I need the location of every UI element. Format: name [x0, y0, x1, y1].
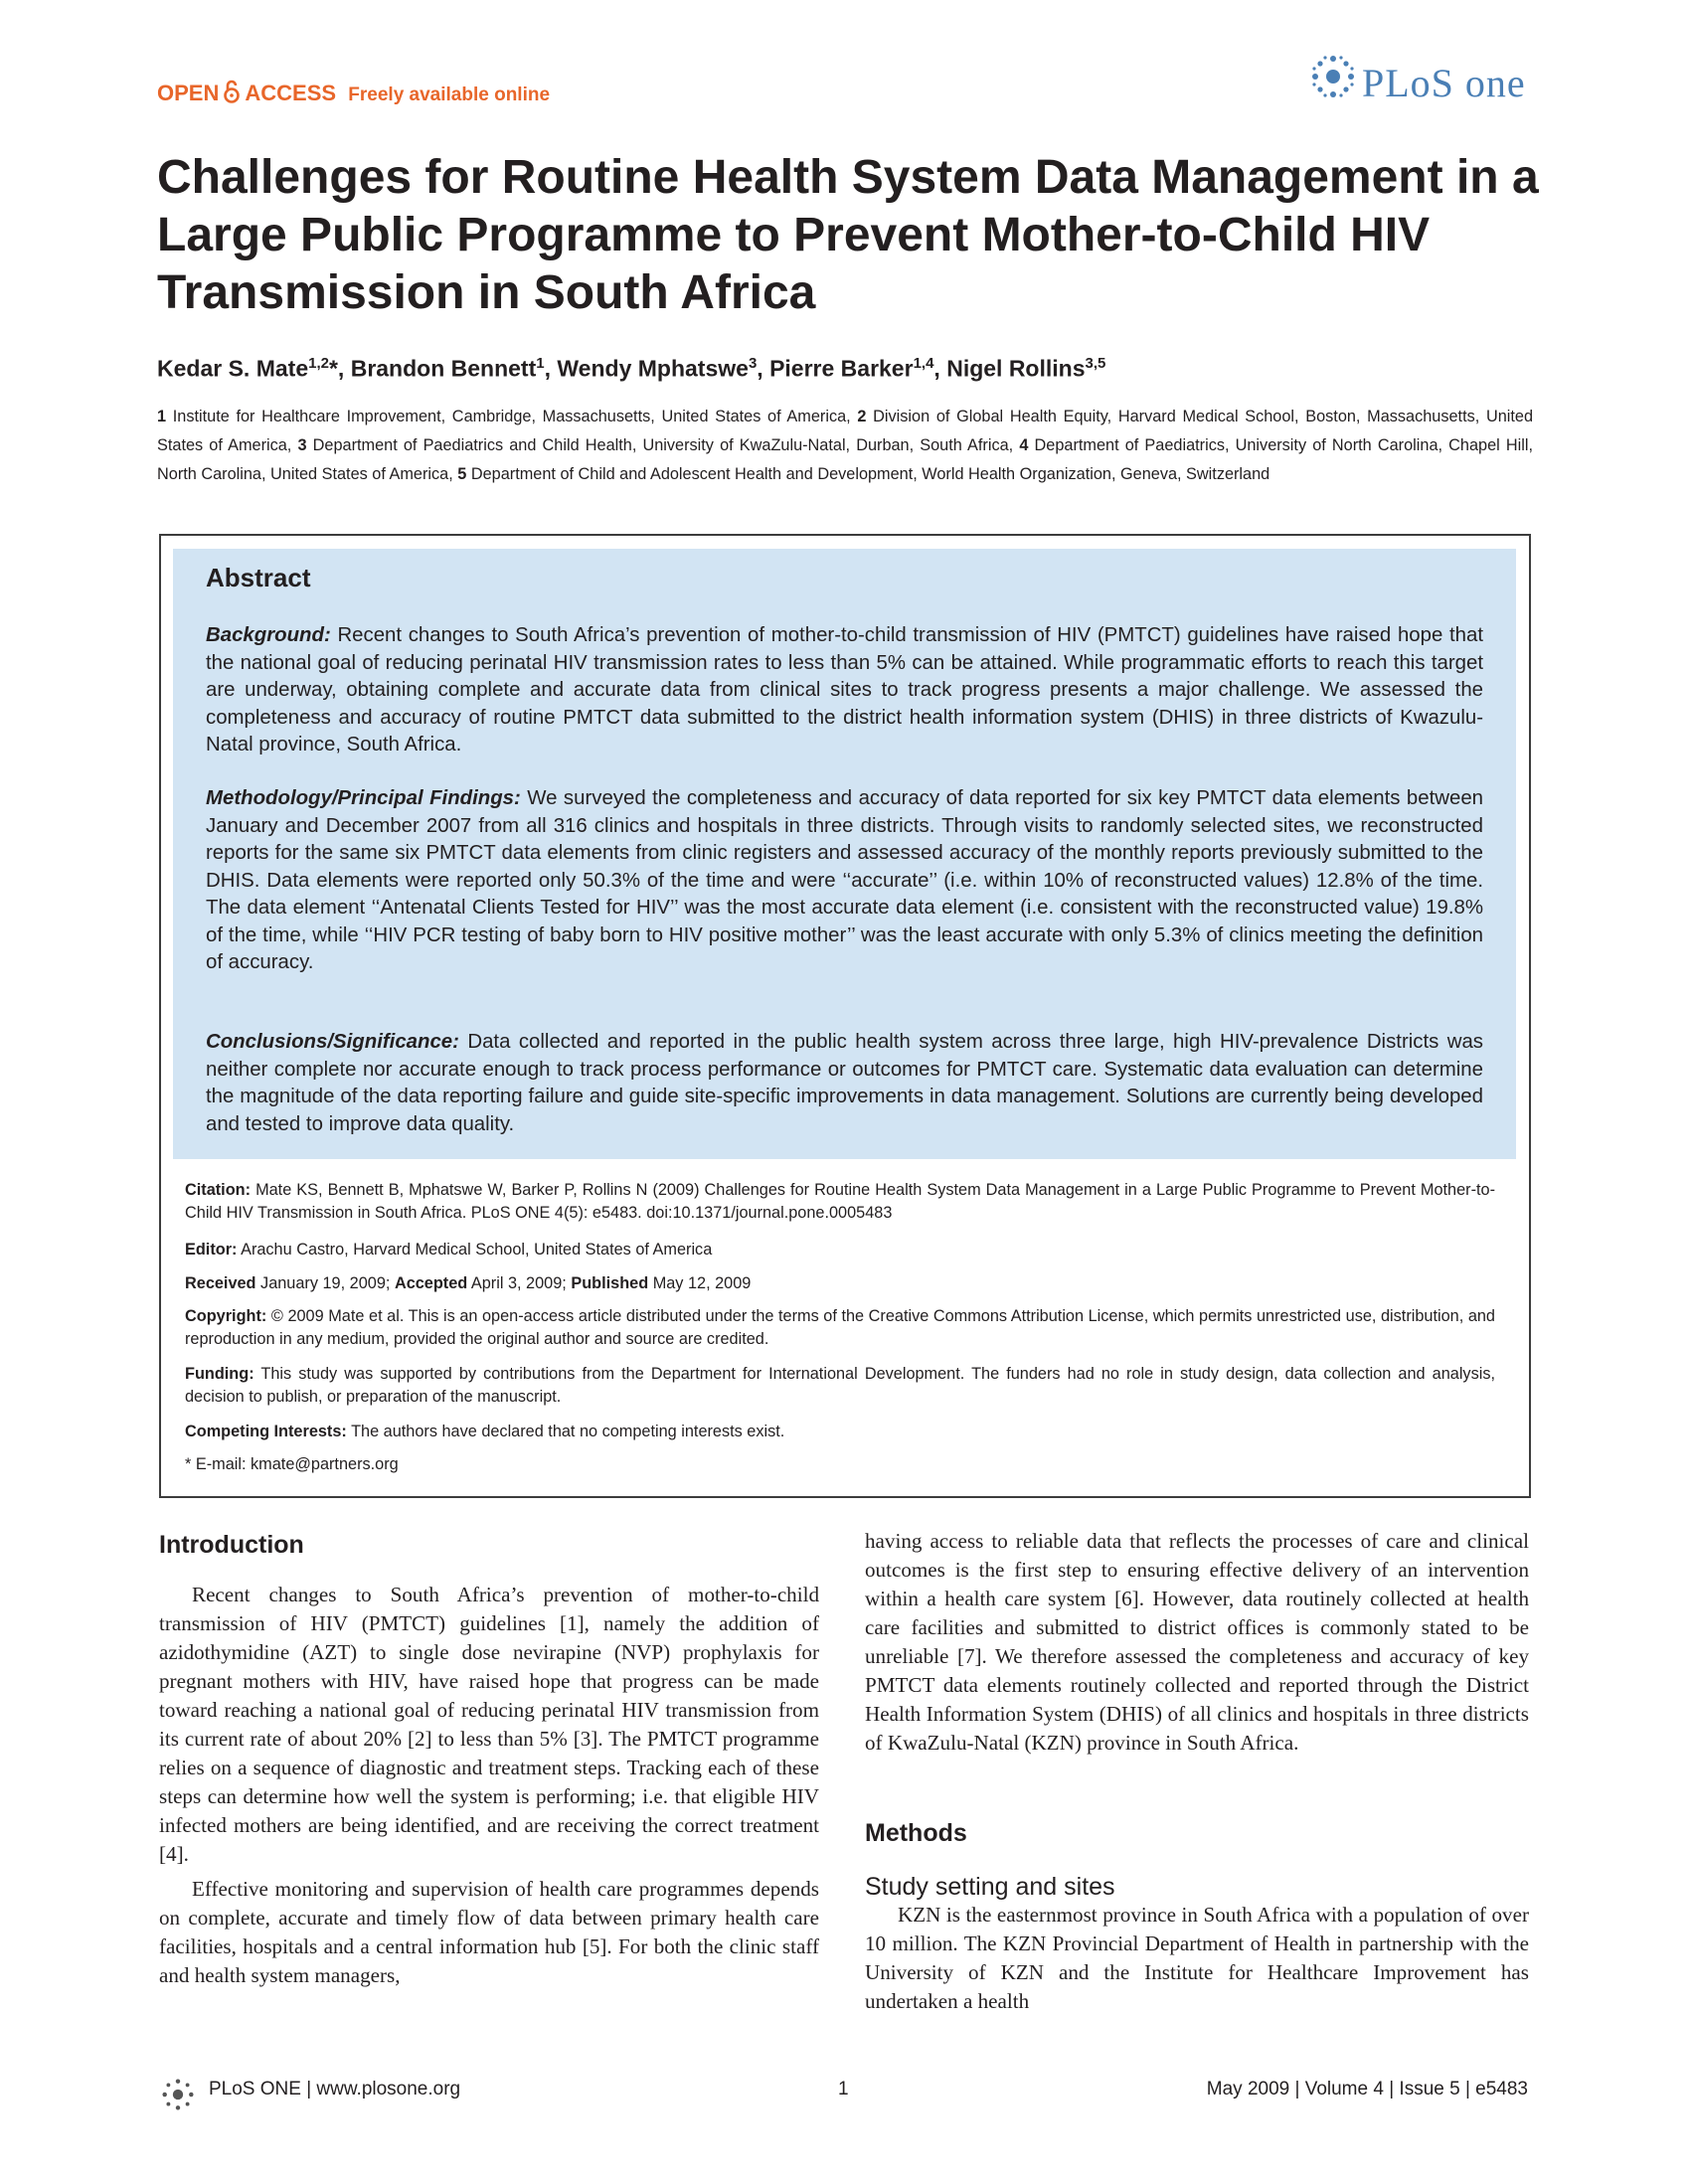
citation	[185, 1179, 1495, 1225]
affiliation-text: Institute for Healthcare Improvement, Cambridge, Massachusetts, United States of America,	[172, 408, 851, 425]
footer-issue: May 2009 | Volume 4 | Issue 5 | e5483	[1206, 2079, 1528, 2100]
abstract-background-label: Background:	[206, 624, 331, 646]
intro-paragraph: Recent changes to South Africa’s prevention of mother-to-child transmission of HIV (PMTCT) guidelines [1], namely the addition of azidothymidine (AZT) to single dose nevirapine (NVP) prophylaxis for pregnant mothers with HIV, have raised hope that progress can be made toward reaching a national goal of reducing perinatal HIV transmission from its current rate of about 20% [2] to less than 5% [3]. The PMTCT programme relies on a sequence of diagnostic and treatment steps. Tracking each of these steps can determine how well the system is performing; i.e. that eligible HIV infected mothers are being identified, and are receiving the correct treatment [4].	[159, 1583, 819, 1866]
corresponding-mark: *	[328, 355, 338, 382]
plos-logo-text: PLoS one	[1362, 61, 1526, 105]
author-affiliation-sup: 3	[748, 355, 758, 372]
abstract-methods-text: We surveyed the completeness and accuracy of data reported for six key PMTCT data elements between January and December 2007 from all 316 clinics and hospitals in three districts. Through visits to randomly selected sites, we reconstructed reports for the same six PMTCT data elements from clinic registers and assessed accuracy of the monthly reports previously submitted to the DHIS. Data elements were reported only 50.3% of the time and were ‘‘accurate’’ (i.e. within 10% of reconstructed values) 12.8% of the time. The data element ‘‘Antenatal Clients Tested for HIV’’ was the most accurate data element (i.e. consistent with the reconstructed value) 19.8% of the time, while ‘‘HIV PCR testing of baby born to HIV positive mother’’ was the least accurate with only 5.3% of clinics meeting the definition of accuracy.	[206, 787, 1484, 973]
author-affiliation-sup: 1	[536, 355, 545, 372]
author-affiliation-sup: 3,5	[1085, 355, 1106, 372]
abstract-background-text: Recent changes to South Africa’s prevention of mother-to-child transmission of HIV (PMTCT) guidelines have raised hope that the national goal of reducing perinatal HIV transmission rates to less than 5% can be attained. While programmatic efforts to reach this target are underway, obtaining complete and accurate data from clinical sites to track progress presents a major challenge. We assessed the completeness and accuracy of routine PMTCT data submitted to the district health information system (DHIS) in three districts of Kwazulu-Natal province, South Africa.	[206, 624, 1483, 756]
open-lock-icon	[223, 80, 241, 103]
citation-text: Mate KS, Bennett B, Mphatswe W, Barker P, Rollins N (2009) Challenges for Routine Health System Data Management in a Large Public Programme to Prevent Mother-to-Child HIV Transmission in South Africa. PLoS ONE 4(5): e5483. doi:10.1371/journal.pone.0005483	[185, 1181, 1495, 1222]
abstract-heading: Abstract	[206, 563, 311, 592]
abstract-conclusions-label: Conclusions/Significance:	[206, 1031, 459, 1053]
plos-one-logo	[1310, 50, 1529, 109]
accepted-label: Accepted	[394, 1274, 468, 1292]
abstract-methods	[206, 785, 1483, 977]
author-name: Wendy Mphatswe	[557, 355, 749, 382]
corresponding-email[interactable]: * E-mail: kmate@partners.org	[185, 1455, 399, 1473]
affiliation-number: 2	[857, 408, 867, 425]
study-setting-heading: Study setting and sites	[865, 1873, 1115, 1901]
study-paragraph: KZN is the easternmost province in South Africa with a population of over 10 million. The KZN Provincial Department of Health in partnership with the University of KZN and the Institute for Healthcare Improvement has undertaken a health	[865, 1903, 1529, 2013]
affiliation-number: 3	[297, 436, 307, 454]
abstract-methods-label: Methodology/Principal Findings:	[206, 787, 521, 809]
copyright	[185, 1305, 1495, 1351]
copyright-label: Copyright:	[185, 1307, 267, 1325]
author-affiliation-sup: 1,4	[913, 355, 934, 372]
study-setting-text	[865, 1901, 1529, 2016]
author-name: Pierre Barker	[769, 355, 914, 382]
freely-available-label: Freely available online	[348, 84, 551, 105]
author-name: Nigel Rollins	[946, 355, 1086, 382]
received-label: Received	[185, 1274, 256, 1292]
author-name: Brandon Bennett	[350, 355, 537, 382]
left-column	[159, 1581, 819, 1990]
access-label: ACCESS	[245, 81, 337, 105]
author-affiliation-sup: 1,2	[308, 355, 329, 372]
published-date: May 12, 2009	[652, 1274, 752, 1292]
open-access-banner	[157, 80, 550, 106]
copyright-text: © 2009 Mate et al. This is an open-access article distributed under the terms of the Creative Commons Attribution License, which permits unrestricted use, distribution, and reproduction in any medium, provided the original author and source are credited.	[185, 1307, 1495, 1348]
right-column	[865, 1527, 1529, 1758]
intro-paragraph-continued: having access to reliable data that reflects the processes of care and clinical outcomes is the first step to ensuring effective delivery of an intervention within a health care system [6]. However, data routinely collected at health care facilities and submitted to district offices is commonly stated to be unreliable [7]. We therefore assessed the completeness and accuracy of key PMTCT data elements routinely collected and reported through the District Health Information System (DHIS) of all clinics and hospitals in three districts of KwaZulu-Natal (KZN) province in South Africa.	[865, 1529, 1529, 1755]
page-number: 1	[838, 2079, 849, 2100]
editor	[185, 1239, 1495, 1261]
affiliation-number: 1	[157, 408, 167, 425]
published-label: Published	[571, 1274, 649, 1292]
author-list: Kedar S. Mate$^{1,2}$*, Brandon Bennett$^1$, Wendy Mphatswe$^3$, Pierre Barker$^{1,4}$, Nigel Rollins$^{3,5}$	[157, 355, 1106, 382]
accepted-date: April 3, 2009;	[470, 1274, 567, 1292]
affiliations	[157, 403, 1533, 489]
intro-paragraph: Effective monitoring and supervision of health care programmes depends on complete, accurate and timely flow of data between primary health care facilities, hospitals and a central information hub [5]. For both the clinic staff and health system managers,	[159, 1877, 819, 1987]
competing-text: The authors have declared that no competing interests exist.	[351, 1423, 785, 1440]
affiliation-text: Department of Paediatrics and Child Health, University of KwaZulu-Natal, Durban, South Africa,	[312, 436, 1014, 454]
competing-label: Competing Interests:	[185, 1423, 347, 1440]
abstract-background	[206, 622, 1483, 759]
affiliation-number: 5	[457, 465, 467, 483]
footer-journal[interactable]: PLoS ONE | www.plosone.org	[209, 2079, 461, 2100]
publication-dates	[185, 1272, 1495, 1295]
abstract-conclusions-text: Data collected and reported in the public health system across three large, high HIV-prevalence Districts was neither complete nor accurate enough to track process performance or outcomes for PMTCT care. Systematic data evaluation can determine the magnitude of the data reporting failure and guide site-specific improvements in data management. Solutions are currently being developed and tested to improve data quality.	[206, 1031, 1483, 1135]
abstract-conclusions	[206, 1029, 1483, 1138]
editor-text: Arachu Castro, Harvard Medical School, United States of America	[241, 1241, 713, 1259]
affiliation-text: Department of Child and Adolescent Health and Development, World Health Organization, Geneva, Switzerland	[470, 465, 1270, 483]
plos-sunburst-icon	[1310, 54, 1356, 99]
methods-heading: Methods	[865, 1819, 967, 1847]
affiliation-text: Division of Global Health Equity, Harvard Medical School, Boston, Massachusetts, United States of America,	[157, 408, 1534, 454]
affiliation-text: Department of Paediatrics, University of North Carolina, Chapel Hill, North Carolina, United States of America,	[157, 436, 1534, 483]
article-title: Challenges for Routine Health System Data Management in a Large Public Programme to Prevent Mother-to-Child HIV Transmission in South Africa	[157, 151, 1539, 319]
plos-footer-icon	[161, 2078, 195, 2111]
open-label: OPEN	[157, 81, 220, 105]
citation-label: Citation:	[185, 1181, 252, 1199]
funding	[185, 1363, 1495, 1409]
editor-label: Editor:	[185, 1241, 238, 1259]
funding-label: Funding:	[185, 1365, 254, 1383]
introduction-heading: Introduction	[159, 1531, 304, 1559]
affiliation-number: 4	[1019, 436, 1029, 454]
funding-text: This study was supported by contributions from the Department for International Development. The funders had no role in study design, data collection and analysis, decision to publish, or preparation of the manuscript.	[185, 1365, 1495, 1406]
received-date: January 19, 2009;	[260, 1274, 391, 1292]
competing-interests	[185, 1421, 1495, 1443]
author-name: Kedar S. Mate	[157, 355, 309, 382]
